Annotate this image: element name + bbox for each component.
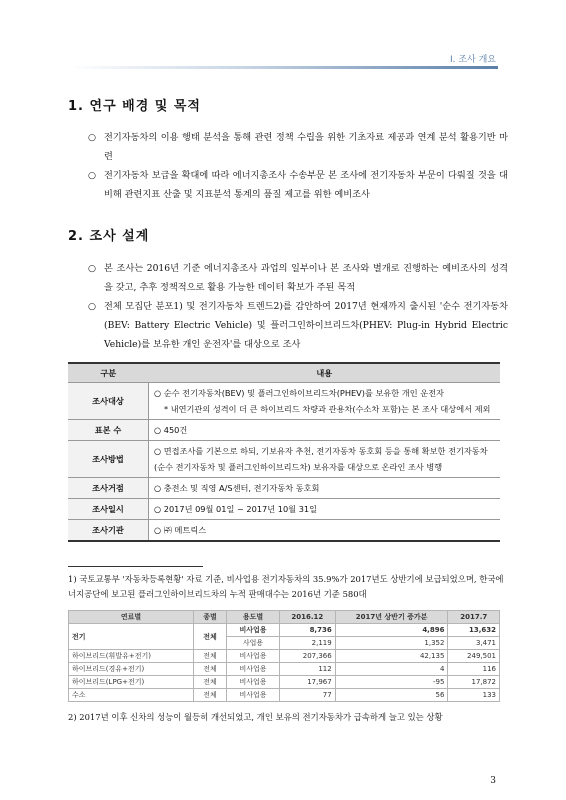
section1-bullet-1 xyxy=(88,128,508,166)
bullet-text: 전체 모집단 분포1) 및 전기자동차 트렌드2)를 감안하여 2017년 현재까지 출시된 '순수 전기자동차(BEV: Battery Electric Vehicle) 및 플러그인하이브리드차(PHEV: Plug-in Hybrid Electric Vehicle)를 보유한 개인 운전자'를 대상으로 조사 xyxy=(104,301,508,350)
row-value: ○ 면접조사를 기본으로 하되, 기보유자 추천, 전기자동차 동호회 등을 통해 확보한 전기자동차(순수 전기자동차 및 플러그인하이브리드차) 보유자를 대상으로 온라인 조사 병행 xyxy=(149,441,501,478)
section1-bullet-2 xyxy=(88,166,508,204)
section-header: Ⅰ. 조사 개요 xyxy=(449,55,496,65)
section2-bullet-1 xyxy=(88,259,508,297)
table-row xyxy=(69,650,500,663)
row-label: 표본 수 xyxy=(68,420,149,441)
bullet-mark: ○ xyxy=(88,170,97,181)
table-cell: 4,896 xyxy=(335,624,448,637)
row-value: ○ ㈜ 메트릭스 xyxy=(149,520,501,542)
row-label: 조사기관 xyxy=(68,520,149,542)
row-value: ○ 충전소 및 직영 A/S센터, 전기자동차 동호회 xyxy=(149,478,501,499)
section1-title: 1. 연구 배경 및 목적 xyxy=(68,99,201,114)
table-cell: -95 xyxy=(335,676,448,689)
table-header-row xyxy=(68,363,500,383)
column-header: 2016.12 xyxy=(280,611,336,624)
bullet-text: 전기자동차의 이용 행태 분석을 통해 관련 정책 수립을 위한 기초자료 제공과 연계 분석 활용기반 마련 xyxy=(104,132,508,162)
table-cell: 하이브리드(LPG+전기) xyxy=(69,676,194,689)
footnote-1: 1) 국토교통부 '자동차등록현황' 자료 기준, 비사업용 전기자동차의 35.9%가 2017년도 상반기에 보급되었으며, 한국에너지공단에 보고된 플러그인하이브리드차의 누적 판매대수는 2016년 기준 580대 xyxy=(68,574,504,599)
table-cell: 비사업용 xyxy=(227,663,280,676)
table-cell: 전체 xyxy=(194,663,227,676)
table-row xyxy=(69,676,500,689)
section2-title: 2. 조사 설계 xyxy=(68,229,150,244)
table-cell: 4 xyxy=(335,663,448,676)
table-cell: 사업용 xyxy=(227,637,280,650)
value-line: ○ 순수 전기자동차(BEV) 및 플러그인하이브리드차(PHEV)를 보유한 개인 운전자 xyxy=(154,388,444,398)
table-cell: 비사업용 xyxy=(227,650,280,663)
table-cell: 비사업용 xyxy=(227,624,280,637)
row-value: ○ 2017년 09월 01일 ~ 2017년 10월 31일 xyxy=(149,499,501,520)
survey-design-table xyxy=(68,362,500,542)
bullet-text: 본 조사는 2016년 기준 에너지총조사 과업의 일부이나 본 조사와 별개로 진행하는 예비조사의 성격을 갖고, 추후 정책적으로 활용 가능한 데이터 확보가 주된 목적 xyxy=(104,263,508,293)
row-label: 조사대상 xyxy=(68,383,149,420)
table-cell: 2,119 xyxy=(280,637,336,650)
column-header: 2017년 상반기 증가분 xyxy=(335,611,448,624)
column-header: 연료별 xyxy=(69,611,194,624)
table-cell: 하이브리드(경유+전기) xyxy=(69,663,194,676)
table-cell: 1,352 xyxy=(335,637,448,650)
table-row xyxy=(69,624,500,637)
table-row xyxy=(68,441,500,478)
footnote-2: 2) 2017년 이후 신차의 성능이 월등히 개선되었고, 개인 보유의 전기자동차가 급속하게 늘고 있는 상황 xyxy=(68,712,443,722)
table-row xyxy=(68,420,500,441)
table-cell: 전기 xyxy=(69,624,194,650)
bullet-mark: ○ xyxy=(88,301,97,312)
bullet-text: 전기자동차 보급을 확대에 따라 에너지총조사 수송부문 본 조사에 전기자동차 부문이 다뤄질 것을 대비해 관련지표 산출 및 지표분석 통계의 품질 제고를 위한 예비조사 xyxy=(104,170,508,200)
table-cell: 전체 xyxy=(194,650,227,663)
value-note: * 내연기관의 성격이 더 큰 하이브리드 차량과 관용차(수소차 포함)는 본 조사 대상에서 제외 xyxy=(164,404,491,414)
table-row xyxy=(68,478,500,499)
table-cell: 249,501 xyxy=(448,650,500,663)
vehicle-registration-table xyxy=(68,610,500,702)
bullet-mark: ○ xyxy=(88,132,97,143)
header-rule xyxy=(68,66,498,69)
column-header: 2017.7 xyxy=(448,611,500,624)
table-cell: 207,366 xyxy=(280,650,336,663)
table-row xyxy=(68,383,500,420)
table-cell: 전체 xyxy=(194,689,227,702)
row-label: 조사일시 xyxy=(68,499,149,520)
table-cell: 133 xyxy=(448,689,500,702)
table-row xyxy=(69,663,500,676)
table-row xyxy=(69,689,500,702)
table-cell: 56 xyxy=(335,689,448,702)
page-number: 3 xyxy=(490,776,496,786)
table-cell: 전체 xyxy=(194,624,227,650)
row-value xyxy=(149,383,501,420)
table-cell: 17,872 xyxy=(448,676,500,689)
table-row xyxy=(68,499,500,520)
table-cell: 하이브리드(휘발유+전기) xyxy=(69,650,194,663)
table-cell: 수소 xyxy=(69,689,194,702)
table-cell: 77 xyxy=(280,689,336,702)
section2-bullet-2 xyxy=(88,297,508,354)
table-cell: 3,471 xyxy=(448,637,500,650)
table-cell: 비사업용 xyxy=(227,676,280,689)
column-header: 종별 xyxy=(194,611,227,624)
row-label: 조사방법 xyxy=(68,441,149,478)
table-cell: 17,967 xyxy=(280,676,336,689)
table-cell: 42,135 xyxy=(335,650,448,663)
column-header: 내용 xyxy=(149,363,501,383)
table-cell: 8,736 xyxy=(280,624,336,637)
table-cell: 비사업용 xyxy=(227,689,280,702)
table-cell: 전체 xyxy=(194,676,227,689)
table-row xyxy=(68,520,500,542)
bullet-mark: ○ xyxy=(88,263,97,274)
row-label: 조사거점 xyxy=(68,478,149,499)
table-cell: 112 xyxy=(280,663,336,676)
row-value: ○ 450건 xyxy=(149,420,501,441)
column-header: 구분 xyxy=(68,363,149,383)
column-header: 용도별 xyxy=(227,611,280,624)
table-cell: 116 xyxy=(448,663,500,676)
footnote-separator xyxy=(68,566,203,567)
table-cell: 13,632 xyxy=(448,624,500,637)
table-header-row xyxy=(69,611,500,624)
